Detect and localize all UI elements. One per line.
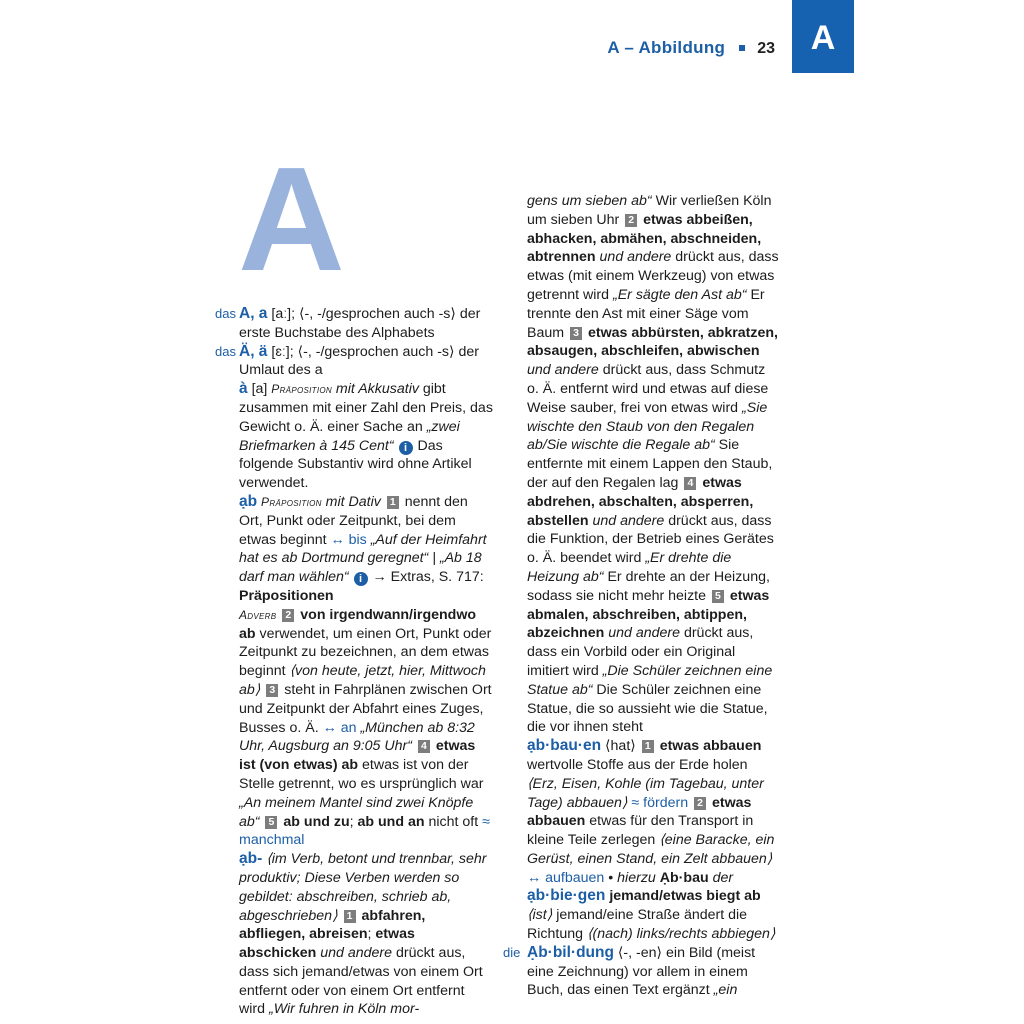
sense-number: 2 [625, 214, 637, 227]
sense-number: 3 [570, 327, 582, 340]
entry-text: Er trennte den Ast mit einer Säge vom Baum [527, 286, 765, 341]
entry-text: steht in Fahrplänen zwischen Ort und Zeitpunkt der Abfahrt eines Zuges, Busses o. Ä. [239, 681, 492, 736]
thumb-index-tab[interactable]: A [792, 0, 854, 73]
entry-text: wertvolle Stoffe aus der Erde holen [527, 756, 748, 773]
entry-text: nennt den Ort, Punkt oder Zeitpunkt, bei dem etwas beginnt [239, 493, 468, 548]
entry-a [215, 305, 494, 343]
example: „zwei Briefmarken à 145 Cent“ [239, 418, 460, 454]
entry-text: Das folgende Substantiv wird ohne Artikel verwendet. [239, 437, 472, 492]
phrase: von irgendwann/irgendwo ab [239, 606, 477, 642]
synonym-link[interactable]: ≈ fördern [627, 794, 693, 811]
entry-ab [239, 493, 494, 850]
example: ⟨Erz, Eisen, Kohle (im Tagebau, unter Tage) abbauen⟩ [527, 775, 764, 811]
example: „Er sägte den Ast ab“ [612, 286, 747, 303]
entry-text: ⟨ist⟩ [527, 907, 553, 924]
info-icon: i [399, 441, 413, 455]
entry-text: drückt aus, dass die Funktion, der Betrieb eines Gerätes o. Ä. beendet wird [527, 512, 774, 567]
phrase: etwas abbauen [527, 794, 752, 830]
phrase: etwas abbeißen, abhacken, abmähen, abschneiden, abtrennen [527, 211, 762, 266]
sense-number: 1 [642, 740, 654, 753]
entry-text: und andere [588, 512, 665, 529]
part-of-speech: Präposition [261, 494, 322, 509]
example: „ein [713, 982, 738, 999]
example: „Auf der Heimfahrt hat es ab Dortmund geregnet“ | „Ab 18 darf man wählen“ [239, 531, 487, 586]
entry-text: drückt aus, dass ein Vorbild oder ein Original imitiert wird [527, 625, 754, 679]
headword: ạb·bie·gen [527, 887, 606, 905]
entry-text: ⟨hat⟩ [601, 738, 640, 755]
entry-a-grave [239, 380, 494, 493]
example: ⟨eine Baracke, ein Gerüst, einen Stand, ein Zelt abbauen⟩ [527, 832, 775, 867]
phrase: etwas abbauen [655, 738, 762, 755]
part-of-speech: Adverb [239, 607, 277, 622]
entry-text: und andere [604, 625, 680, 642]
phrase: abfahren, abfliegen, abreisen [239, 907, 426, 943]
entry-text: [ɛː]; ⟨-, -/gesprochen auch -s⟩ der Umlaut des a [239, 343, 479, 379]
entry-ab-prefix-continued [527, 192, 780, 737]
phrase: etwas abmalen, abschreiben, abtippen, abzeichnen [527, 587, 770, 642]
example: „München ab 8:32 Uhr, Augsburg an 9:05 Uhr“ [239, 719, 475, 755]
entry-text: Die Schüler zeichnen eine Statue, die so aussieht wie die Statue, die vor ihnen steht [527, 681, 768, 736]
example: ⟨(nach) links/rechts abbiegen⟩ [586, 926, 776, 943]
entry-text: drückt aus, dass etwas (mit einem Werkzeug) von etwas getrennt wird [527, 249, 779, 303]
entry-text: mit Dativ [321, 493, 385, 510]
headword: Ạb·bil·dung [527, 943, 614, 961]
entry-text: ; [349, 813, 358, 830]
entry-text: und andere [527, 362, 599, 379]
sense-number: 5 [265, 816, 277, 829]
sense-number: 1 [387, 496, 399, 509]
headword: ạb [239, 492, 258, 510]
entry-text: und andere [316, 945, 393, 962]
headword: ạb·bau·en [527, 737, 602, 755]
part-of-speech: Präposition [271, 382, 332, 397]
synonym-link[interactable]: ≈ manchmal [239, 813, 490, 849]
phrase: etwas abbürsten, abkratzen, absaugen, abschleifen, abwischen [527, 324, 778, 360]
sense-number: 2 [694, 797, 706, 810]
pronunciation: [a] [247, 381, 272, 398]
entry-text: hierzu [617, 869, 656, 886]
usage-note: ⟨im Verb, betont und trennbar, sehr produktiv; Diese Verben werden so gebildet: abschreiben, schrieb ab, abgeschrieben⟩ [239, 851, 487, 924]
header-title: A – Abbildung [607, 38, 726, 57]
section-letter: A [238, 137, 345, 302]
cross-reference-link[interactable]: ↔ an [322, 719, 357, 736]
entry-text: verwendet, um einen Ort, Punkt oder Zeitpunkt zu bezeichnen, an dem etwas beginnt [239, 625, 492, 680]
headword: Ä, ä [239, 342, 268, 360]
entry-ae [215, 342, 494, 381]
entry-text: ; [367, 926, 376, 943]
headword: à [239, 380, 248, 398]
phrase: etwas ist (von etwas) ab [239, 738, 476, 774]
right-column [503, 192, 780, 1000]
example: „Wir fuhren in Köln mor- [268, 1001, 420, 1018]
entry-text: gibt zusammen mit einer Zahl den Preis, das Gewicht o. Ä. einer Sache an [239, 381, 493, 435]
cross-reference-link[interactable]: ↔ aufbauen [527, 869, 605, 886]
entry-text: Sie entfernte mit einem Lappen den Staub, der auf den Regalen lag [527, 437, 773, 491]
entry-abbildung [503, 943, 780, 1000]
entry-text: etwas ist von der Stelle getrennt, wo es ursprünglich war [239, 757, 484, 792]
sense-number: 4 [418, 740, 430, 753]
entry-abbauen [527, 737, 780, 887]
entry-article: das [215, 343, 236, 359]
example: „Sie wischte den Staub von den Regalen ab/Sie wischte die Regale ab“ [527, 399, 768, 454]
example: gens um sieben ab“ [527, 193, 652, 209]
entry-text: der [708, 869, 734, 886]
cross-reference-link[interactable]: ↔ bis [330, 531, 367, 548]
entry-text: und andere [595, 249, 672, 266]
entry-text: • [604, 869, 618, 886]
phrase: etwas abdrehen, abschalten, absperren, abstellen [527, 474, 754, 529]
running-header [560, 38, 775, 68]
entry-text: → Extras, S. 717: [368, 569, 484, 586]
headword: A, a [239, 305, 268, 322]
sense-number: 4 [684, 477, 696, 490]
extras-reference: Präpositionen [239, 587, 334, 604]
entry-text: etwas für den Transport in kleine Teile zerlegen [527, 813, 754, 849]
entry-text: drückt aus, dass sich jemand/etwas von einem Ort entfernt oder von einem Ort entfernt wird [239, 945, 483, 1018]
sense-number: 1 [344, 910, 356, 923]
example: „An meinem Mantel sind zwei Knöpfe ab“ [239, 794, 474, 830]
entry-text: Er drehte an der Heizung, sodass sie nicht mehr heizte [527, 568, 770, 604]
sense-number: 5 [712, 590, 724, 603]
example: ⟨von heute, jetzt, hier, Mittwoch ab⟩ [239, 663, 486, 698]
entry-text: mit Akkusativ [331, 381, 419, 398]
entry-text: jemand/eine Straße ändert die Richtung [527, 907, 748, 943]
entry-text: [aː]; ⟨-, -/gesprochen auch -s⟩ der erste Buchstabe des Alphabets [239, 306, 481, 341]
entry-text: ⟨-, -en⟩ ein Bild (meist eine Zeichnung) vor allem in einem Buch, das einen Text ergänzt [527, 944, 756, 999]
phrase: jemand/etwas biegt ab [605, 888, 761, 905]
phrase: ab und an [357, 813, 425, 830]
left-column [215, 305, 494, 1019]
headword: ạb- [239, 850, 263, 868]
sense-number: 2 [282, 609, 294, 622]
info-icon: i [354, 572, 368, 586]
phrase: ab und zu [279, 813, 350, 830]
entry-text: Wir verließen Köln um sieben Uhr [527, 193, 772, 228]
entry-abbiegen [527, 887, 780, 943]
entry-text: drückt aus, dass Schmutz o. Ä. entfernt wird und etwas auf diese Weise sauber, frei von etwas wird [527, 362, 769, 416]
page-number: 23 [757, 40, 775, 57]
derived-word: Ạb·bau [655, 869, 709, 886]
entry-text: nicht oft [424, 813, 483, 830]
entry-article: die [503, 944, 521, 960]
example: „Die Schüler zeichnen eine Statue ab“ [527, 662, 773, 698]
entry-ab-prefix [239, 850, 494, 1019]
phrase: etwas abschicken [239, 926, 415, 962]
sense-number: 3 [266, 684, 278, 697]
header-separator-square [739, 45, 745, 51]
example: „Er drehte die Heizung ab“ [527, 550, 732, 585]
entry-article: das [215, 306, 236, 321]
